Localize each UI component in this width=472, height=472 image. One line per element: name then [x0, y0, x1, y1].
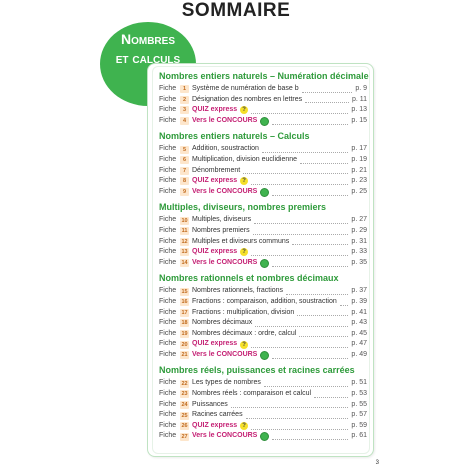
entry-title: Multiples, diviseurs	[192, 216, 252, 224]
fiche-label: Fiche	[159, 287, 177, 295]
fiche-number: 6	[180, 156, 189, 164]
dot-leader	[305, 96, 349, 103]
entry-title: Vers le CONCOURS	[192, 116, 258, 124]
dot-leader	[255, 320, 348, 327]
dot-leader	[251, 249, 348, 256]
fiche-number: 7	[180, 167, 189, 175]
entry-title: Nombres décimaux	[192, 319, 253, 327]
entry-title: Racines carrées	[192, 411, 243, 419]
toc-entry[interactable]	[159, 286, 367, 297]
toc-entry[interactable]	[159, 350, 367, 361]
fiche-number: 4	[180, 117, 189, 125]
page-reference: p. 13	[351, 106, 367, 114]
toc-entry[interactable]	[159, 318, 367, 329]
dot-leader	[272, 189, 348, 196]
question-mark-icon: ?	[240, 341, 248, 349]
page-reference: p. 19	[351, 155, 367, 163]
dot-leader	[299, 330, 348, 337]
dot-leader	[251, 341, 348, 348]
dot-leader	[272, 260, 348, 267]
entry-title: QUIZ express	[192, 248, 238, 256]
fiche-label: Fiche	[159, 177, 177, 185]
toc-entry[interactable]	[159, 187, 367, 198]
toc-entry[interactable]	[159, 400, 367, 411]
toc-entry[interactable]	[159, 155, 367, 166]
toc-entry[interactable]	[159, 258, 367, 269]
page-reference: p. 31	[351, 237, 367, 245]
entry-title: QUIZ express	[192, 177, 238, 185]
toc-entry[interactable]	[159, 389, 367, 400]
target-icon	[260, 117, 269, 126]
section-title: Nombres réels, puissances et racines carrées	[159, 365, 355, 376]
fiche-label: Fiche	[159, 258, 177, 266]
fiche-number: 1	[180, 85, 189, 93]
toc-entry[interactable]	[159, 237, 367, 248]
entry-title: Nombres réels : comparaison et calcul	[192, 390, 312, 398]
dot-leader	[264, 380, 349, 387]
dot-leader	[243, 167, 348, 174]
toc-entry[interactable]	[159, 297, 367, 308]
dot-leader	[272, 352, 348, 359]
table-of-contents	[159, 67, 367, 447]
page-reference: p. 23	[351, 177, 367, 185]
page-reference: p. 35	[351, 258, 367, 266]
dot-leader	[286, 288, 348, 295]
dot-leader	[251, 178, 348, 185]
fiche-number: 15	[181, 288, 188, 295]
dot-leader	[297, 309, 348, 316]
toc-entry[interactable]	[159, 247, 367, 258]
fiche-label: Fiche	[159, 350, 177, 358]
fiche-number: 10	[181, 217, 188, 224]
page-reference: p. 33	[351, 248, 367, 256]
toc-entry[interactable]	[159, 339, 367, 350]
toc-section	[159, 131, 367, 197]
page-reference: p. 51	[351, 379, 367, 387]
fiche-number: 17	[181, 309, 188, 316]
fiche-label: Fiche	[159, 319, 177, 327]
entry-title: Nombres décimaux : ordre, calcul	[192, 329, 297, 337]
toc-entry[interactable]	[159, 105, 367, 116]
toc-entry[interactable]	[159, 116, 367, 127]
page-reference: p. 49	[351, 350, 367, 358]
fiche-label: Fiche	[159, 329, 177, 337]
page-reference: p. 41	[351, 308, 367, 316]
fiche-label: Fiche	[159, 145, 177, 153]
entry-title: Dénombrement	[192, 166, 241, 174]
dot-leader	[251, 423, 348, 430]
fiche-label: Fiche	[159, 187, 177, 195]
question-mark-icon: ?	[240, 106, 248, 114]
page-reference: p. 61	[351, 432, 367, 440]
fiche-number: 8	[180, 177, 189, 185]
fiche-label: Fiche	[159, 237, 177, 245]
dot-leader	[340, 299, 349, 306]
fiche-label: Fiche	[159, 95, 177, 103]
fiche-number: 20	[181, 341, 188, 348]
fiche-number: 13	[181, 249, 188, 256]
entry-title: Vers le CONCOURS	[192, 432, 258, 440]
page-number: 3	[375, 460, 379, 466]
page-reference: p. 29	[351, 226, 367, 234]
toc-entry[interactable]	[159, 215, 367, 226]
section-title: Nombres entiers naturels – Numération décimale	[159, 71, 369, 81]
section-badge-label	[104, 30, 192, 68]
fiche-label: Fiche	[159, 106, 177, 114]
entry-title: Les types de nombres	[192, 379, 261, 387]
fiche-label: Fiche	[159, 226, 177, 234]
page-reference: p. 11	[351, 95, 367, 103]
page-reference: p. 25	[351, 187, 367, 195]
fiche-number: 19	[181, 330, 188, 337]
fiche-number: 11	[181, 228, 188, 235]
dot-leader	[302, 86, 353, 93]
page-reference: p. 39	[351, 297, 367, 305]
toc-entry[interactable]	[159, 176, 367, 187]
entry-title: Système de numération de base b	[192, 85, 299, 92]
fiche-number: 27	[181, 433, 188, 440]
page-reference: p. 55	[351, 400, 367, 408]
fiche-label: Fiche	[159, 340, 177, 348]
target-icon	[260, 188, 269, 197]
dot-leader	[300, 157, 348, 164]
dot-leader	[272, 433, 348, 440]
entry-title: Puissances	[192, 400, 228, 408]
toc-section	[159, 202, 367, 268]
toc-entry[interactable]	[159, 95, 367, 106]
dot-leader	[292, 238, 348, 245]
page-reference: p. 17	[351, 145, 367, 153]
toc-entry[interactable]	[159, 329, 367, 340]
fiche-label: Fiche	[159, 421, 177, 429]
question-mark-icon: ?	[240, 177, 248, 185]
fiche-number: 14	[181, 260, 188, 267]
entry-title: Fractions : comparaison, addition, soustraction	[192, 297, 337, 305]
entry-title: Vers le CONCOURS	[192, 350, 258, 358]
fiche-number: 9	[180, 188, 189, 196]
dot-leader	[272, 118, 348, 125]
page-reference: p. 27	[351, 216, 367, 224]
page-title: SOMMAIRE	[181, 0, 291, 21]
dot-leader	[253, 228, 349, 235]
fiche-number: 22	[181, 380, 188, 387]
section-title: Nombres rationnels et nombres décimaux	[159, 273, 339, 284]
dot-leader	[251, 107, 348, 114]
dot-leader	[262, 146, 348, 153]
fiche-number: 18	[181, 320, 188, 327]
entry-title: Addition, soustraction	[192, 145, 259, 153]
fiche-number: 25	[181, 412, 188, 419]
page-reference: p. 57	[351, 411, 367, 419]
badge-line-2: et calculs	[115, 50, 181, 66]
fiche-label: Fiche	[159, 400, 177, 408]
toc-entry[interactable]	[159, 84, 367, 95]
toc-section	[159, 273, 367, 360]
toc-section	[159, 71, 367, 126]
page-reference: p. 43	[351, 319, 367, 327]
fiche-number: 12	[181, 238, 188, 245]
page-reference: p. 9	[355, 85, 367, 92]
entry-title: Fractions : multiplication, division	[192, 308, 295, 316]
toc-entry[interactable]	[159, 421, 367, 432]
badge-line-1: Nombres	[120, 31, 175, 47]
fiche-label: Fiche	[159, 155, 177, 163]
section-title: Nombres entiers naturels – Calculs	[159, 131, 310, 142]
page-reference: p. 59	[351, 421, 367, 429]
question-mark-icon: ?	[240, 422, 248, 430]
page-reference: p. 15	[351, 116, 367, 124]
toc-entry[interactable]	[159, 308, 367, 319]
page-reference: p. 37	[351, 287, 367, 295]
fiche-label: Fiche	[159, 411, 177, 419]
entry-title: QUIZ express	[192, 106, 238, 114]
fiche-number: 3	[180, 106, 189, 114]
fiche-label: Fiche	[159, 85, 177, 92]
toc-entry[interactable]	[159, 431, 367, 442]
entry-title: Nombres rationnels, fractions	[192, 287, 284, 295]
fiche-label: Fiche	[159, 248, 177, 256]
entry-title: QUIZ express	[192, 421, 238, 429]
toc-entry[interactable]	[159, 166, 367, 177]
fiche-label: Fiche	[159, 390, 177, 398]
dot-leader	[246, 412, 349, 419]
toc-entry[interactable]	[159, 410, 367, 421]
entry-title: Désignation des nombres en lettres	[192, 95, 303, 103]
fiche-label: Fiche	[159, 116, 177, 124]
target-icon	[260, 432, 269, 441]
fiche-number: 16	[181, 299, 188, 306]
section-title: Multiples, diviseurs, nombres premiers	[159, 202, 327, 213]
fiche-label: Fiche	[159, 297, 177, 305]
toc-entry[interactable]	[159, 378, 367, 389]
entry-title: QUIZ express	[192, 340, 238, 348]
fiche-number: 23	[181, 391, 188, 398]
entry-title: Multiples et diviseurs communs	[192, 237, 290, 245]
entry-title: Vers le CONCOURS	[192, 258, 258, 266]
fiche-label: Fiche	[159, 166, 177, 174]
fiche-label: Fiche	[159, 216, 177, 224]
fiche-label: Fiche	[159, 432, 177, 440]
target-icon	[260, 351, 269, 360]
page-reference: p. 47	[351, 340, 367, 348]
entry-title: Multiplication, division euclidienne	[192, 155, 298, 163]
fiche-number: 26	[181, 423, 188, 430]
fiche-number: 24	[181, 401, 188, 408]
fiche-label: Fiche	[159, 379, 177, 387]
dot-leader	[231, 401, 349, 408]
page-reference: p. 53	[351, 390, 367, 398]
fiche-number: 5	[180, 146, 189, 154]
entry-title: Vers le CONCOURS	[192, 187, 258, 195]
dot-leader	[254, 217, 348, 224]
entry-title: Nombres premiers	[192, 226, 250, 234]
dot-leader	[314, 391, 348, 398]
fiche-number: 21	[181, 352, 188, 359]
fiche-label: Fiche	[159, 308, 177, 316]
question-mark-icon: ?	[240, 248, 248, 256]
toc-entry[interactable]	[159, 144, 367, 155]
toc-section	[159, 365, 367, 442]
target-icon	[260, 259, 269, 268]
page-reference: p. 21	[351, 166, 367, 174]
page-reference: p. 45	[351, 329, 367, 337]
fiche-number: 2	[180, 96, 189, 104]
toc-entry[interactable]	[159, 226, 367, 237]
